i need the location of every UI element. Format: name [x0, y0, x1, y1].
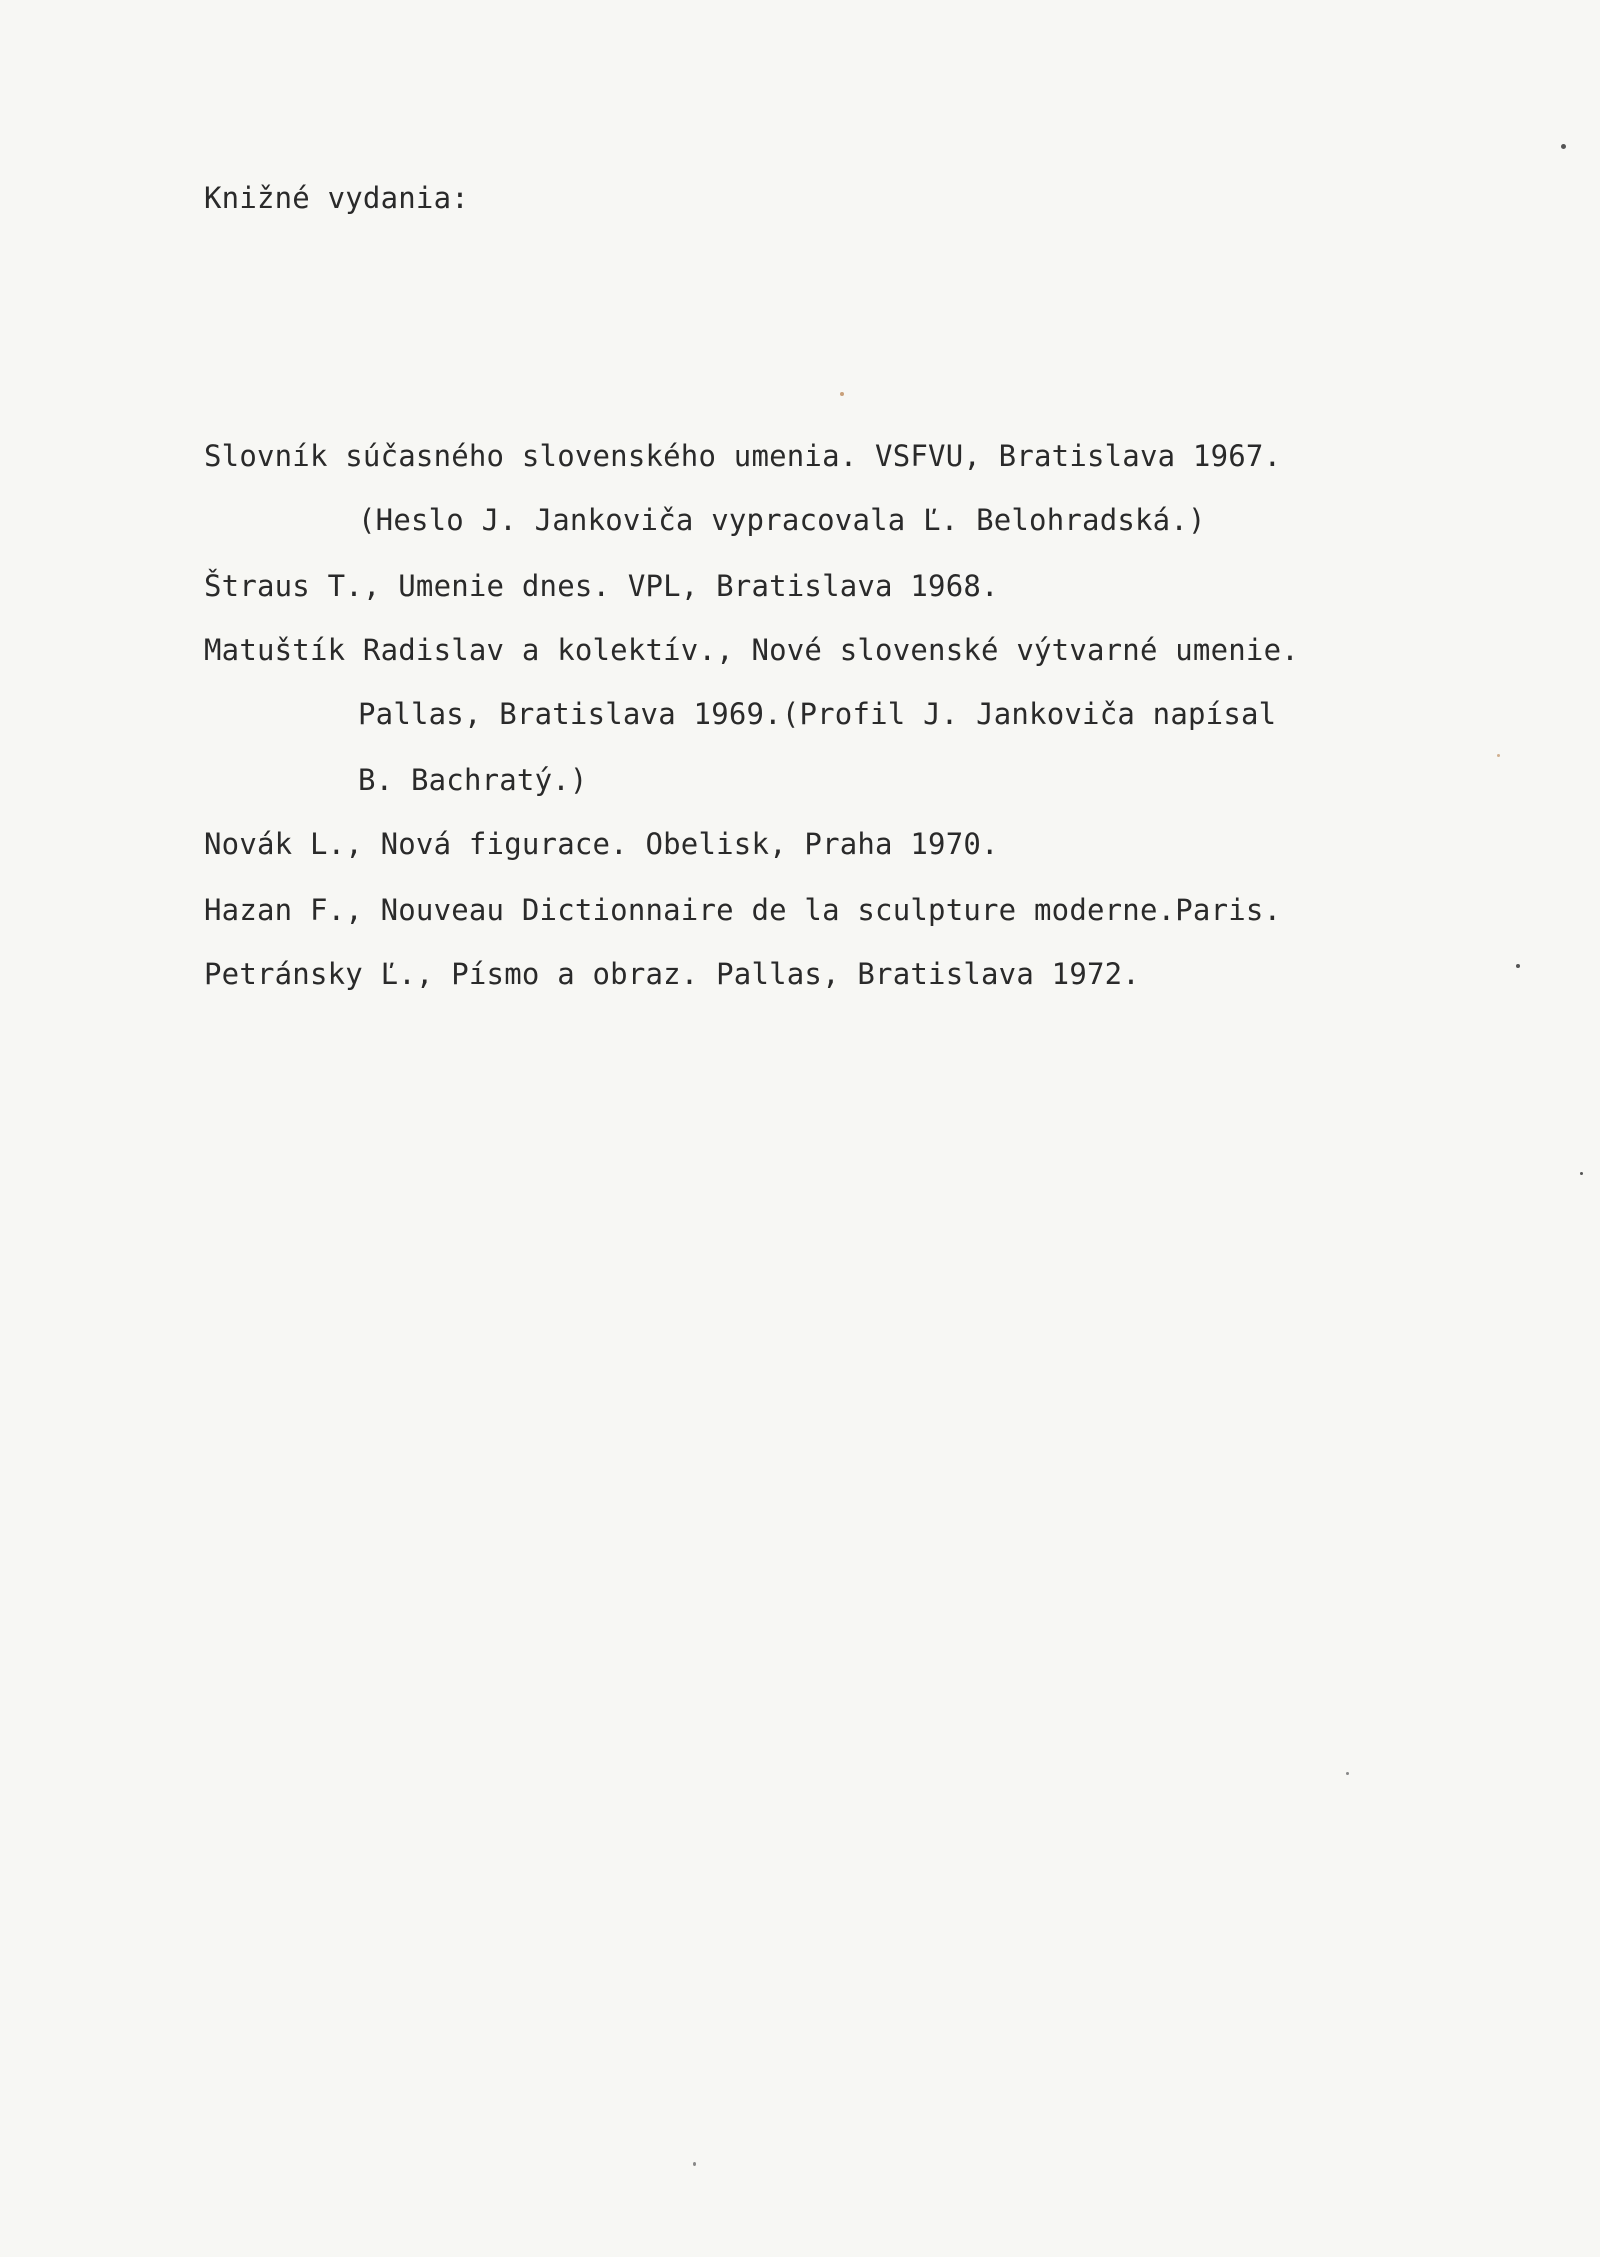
scan-speck	[1580, 1172, 1583, 1175]
bibliography-entry: Petránsky Ľ., Písmo a obraz. Pallas, Bratislava 1972.	[204, 957, 1140, 991]
scan-speck	[693, 2162, 696, 2166]
bibliography-entry-continuation: Pallas, Bratislava 1969.(Profil J. Jankoviča napísal	[358, 697, 1277, 731]
section-heading: Knižné vydania:	[204, 181, 469, 215]
scan-speck	[1561, 144, 1566, 149]
scan-speck	[840, 392, 844, 396]
scan-speck	[1346, 1772, 1349, 1775]
bibliography-entry-continuation: B. Bachratý.)	[358, 763, 588, 797]
bibliography-entry-continuation: (Heslo J. Jankoviča vypracovala Ľ. Belohradská.)	[358, 503, 1206, 537]
bibliography-entry: Slovník súčasného slovenského umenia. VSFVU, Bratislava 1967.	[204, 439, 1282, 473]
bibliography-entry: Novák L., Nová figurace. Obelisk, Praha 1970.	[204, 827, 999, 861]
bibliography-entry: Štraus T., Umenie dnes. VPL, Bratislava 1968.	[204, 569, 999, 603]
bibliography-entry: Matuštík Radislav a kolektív., Nové slovenské výtvarné umenie.	[204, 633, 1299, 667]
bibliography-entry: Hazan F., Nouveau Dictionnaire de la sculpture moderne.Paris.	[204, 893, 1282, 927]
scan-speck	[1497, 754, 1500, 757]
scan-speck	[1516, 964, 1520, 968]
